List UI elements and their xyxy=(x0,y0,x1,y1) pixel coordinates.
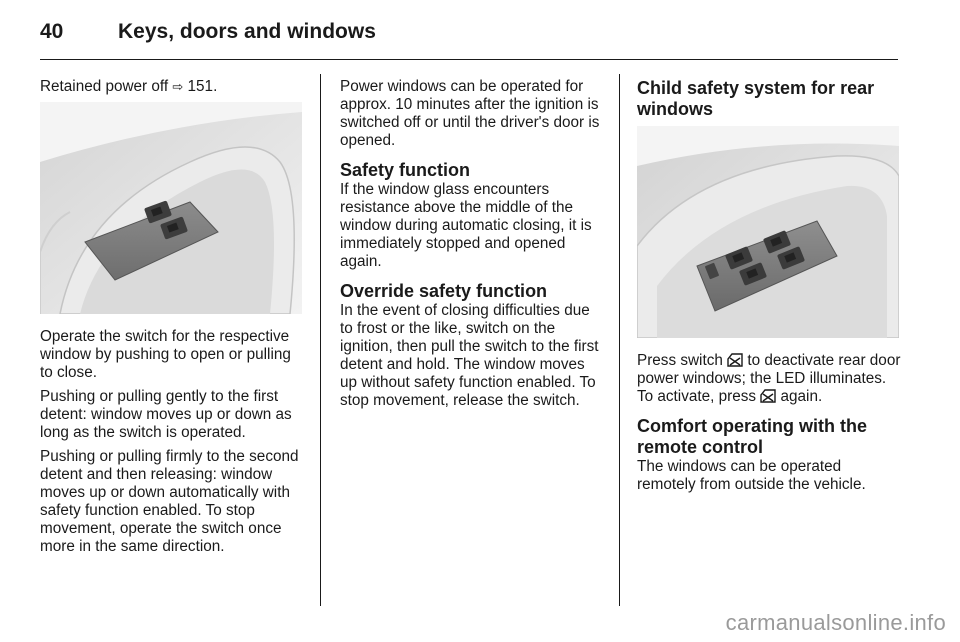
press-switch-text-b: to deactivate rear door power windows; the LED illuminates. To activate, press xyxy=(637,352,901,405)
column-2 xyxy=(340,78,604,606)
reference-arrow-icon: ⇨ xyxy=(172,79,184,94)
page-number: 40 xyxy=(40,20,64,43)
comfort-operating-heading: Comfort operating with the remote control xyxy=(637,416,867,457)
child-window-lock-icon xyxy=(727,353,743,367)
watermark: carmanualsonline.info xyxy=(725,610,946,635)
child-window-lock-icon xyxy=(760,389,776,403)
page-header xyxy=(0,0,960,62)
column-divider-1 xyxy=(320,74,321,606)
safety-function-paragraph: If the window glass encounters resistance above the middle of the window during automatic closing, it is immediately stopped and opened again. xyxy=(340,181,592,270)
power-windows-paragraph: Power windows can be operated for approx. 10 minutes after the ignition is switched off or until the driver's door is opened. xyxy=(340,78,600,149)
retained-power-text: Retained power off xyxy=(40,78,169,95)
section-title: Keys, doors and windows xyxy=(118,20,376,43)
column-3 xyxy=(637,78,901,606)
retained-power-ref[interactable]: 151. xyxy=(187,78,218,95)
press-switch-text-c: again. xyxy=(780,388,823,405)
child-safety-switch-figure xyxy=(637,126,899,338)
operate-paragraph: Operate the switch for the respective window by pushing to open or pulling to close. xyxy=(40,328,291,381)
comfort-operating-paragraph: The windows can be operated remotely from outside the vehicle. xyxy=(637,458,866,493)
column-divider-2 xyxy=(619,74,620,606)
safety-function-heading: Safety function xyxy=(340,160,471,180)
second-detent-paragraph: Pushing or pulling firmly to the second detent and then releasing: window moves up or down automatically with safety function enabled. To stop movement, operate the switch once more in the same direction. xyxy=(40,448,299,555)
press-switch-paragraph xyxy=(637,352,901,406)
override-safety-heading: Override safety function xyxy=(340,281,548,301)
override-safety-paragraph: In the event of closing difficulties due to frost or the like, switch on the ignition, then pull the switch to the first detent and hold. The window moves up without safety function enabled. To stop movement, release the switch. xyxy=(340,302,599,409)
press-switch-text-a: Press switch xyxy=(637,352,723,369)
retained-power-line xyxy=(40,78,304,96)
column-1 xyxy=(40,78,304,606)
header-rule xyxy=(40,59,898,60)
driver-switch-figure xyxy=(40,102,302,314)
child-safety-heading: Child safety system for rear windows xyxy=(637,78,875,119)
first-detent-paragraph: Pushing or pulling gently to the first detent: window moves up or down as long as the switch is operated. xyxy=(40,388,292,441)
